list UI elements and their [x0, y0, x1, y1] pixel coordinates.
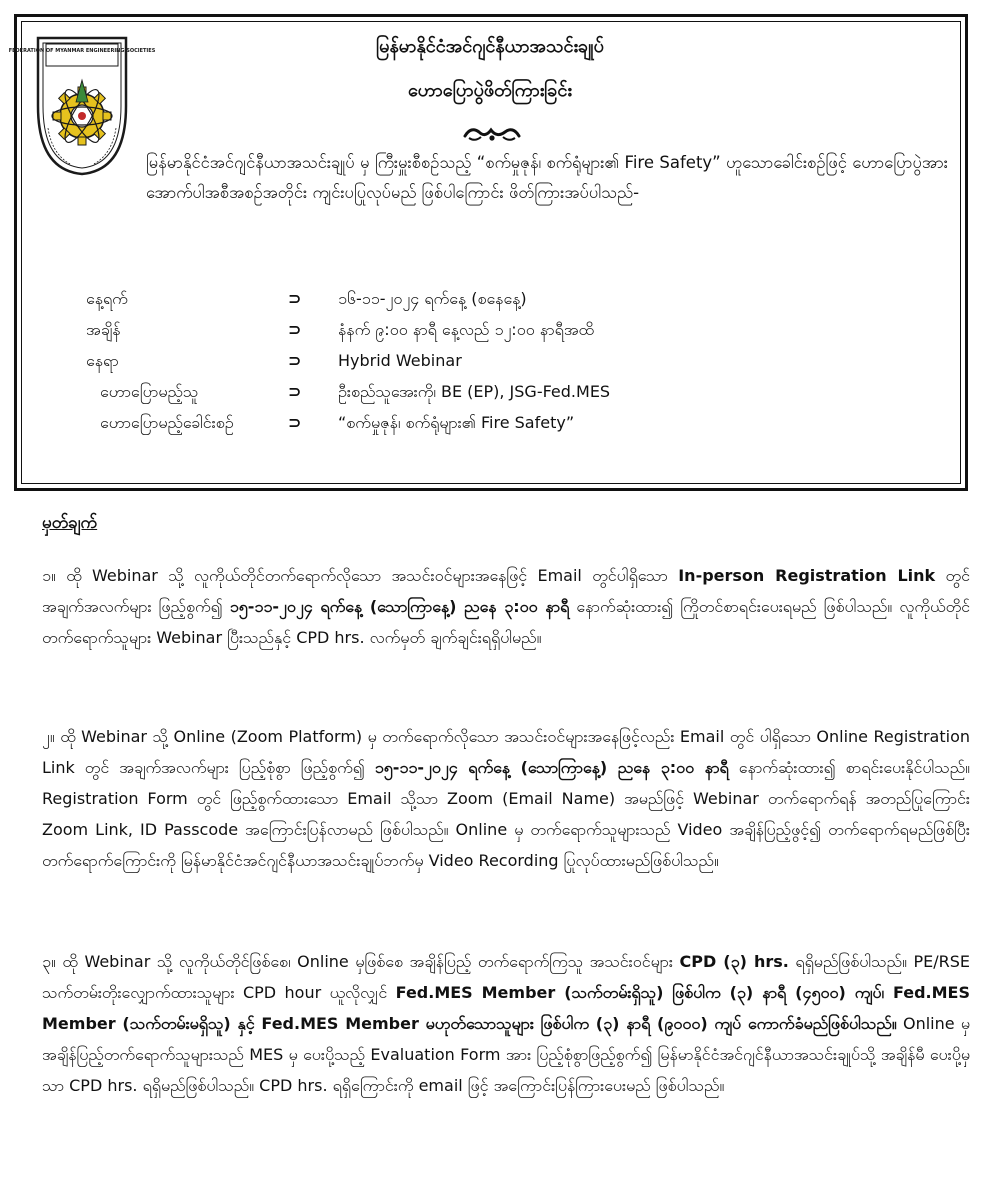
note-text: ရရှိမည်ဖြစ်ပါသည်။ PE/RSE သက်တမ်းတိုးလျှောက်ထားသူများ CPD hour ယူလိုလျှင်	[42, 952, 971, 1002]
note-text: နောက်ဆုံးထား၍ ကြိုတင်စာရင်းပေးရမည် ဖြစ်ပါသည်။ လူကိုယ်တိုင် တက်ရောက်သူများ Webinar ပြီးသည်နှင့် CPD hrs. လက်မှတ် ချက်ချင်းရရှိပါမည်။	[42, 597, 971, 647]
notes-heading: မှတ်ချက်	[42, 513, 98, 533]
event-details	[86, 283, 946, 438]
detail-label: ဟောပြောမည့်သူ	[100, 382, 199, 401]
note-text: ၂။ ထို Webinar သို့ Online (Zoom Platform) မှ တက်ရောက်လိုသော အသင်းဝင်များအနေဖြင့်လည်း Email တွင် ပါရှိသော Online Registration Link တွင် အချက်အလက်များ ပြည့်စုံစွာ ဖြည့်စွက်၍	[42, 727, 971, 777]
detail-row-speaker	[86, 376, 946, 407]
detail-label: ဟောပြောမည့်ခေါင်းစဉ်	[100, 413, 234, 432]
note-text: ၁။ ထို Webinar သို့ လူကိုယ်တိုင်တက်ရောက်လိုသော အသင်းဝင်များအနေဖြင့် Email တွင်ပါရှိသော	[42, 566, 679, 585]
note-paragraph-3	[42, 946, 970, 1101]
detail-label: နေ့ရက်	[86, 289, 128, 308]
note-bold-text: In-person Registration Link	[678, 566, 936, 585]
page-subtitle: ဟောပြောပွဲဖိတ်ကြားခြင်း	[408, 80, 572, 101]
intro-text: မြန်မာနိုင်ငံအင်ဂျင်နီယာအသင်းချုပ် မှ ကြီးမှူးစီစဉ်သည့် “စက်မှုဇုန်၊ စက်ရုံများ၏ Fire Safety” ဟူသောခေါင်းစဉ်ဖြင့် ဟောပြောပွဲအား အောက်ပါအစီအစဉ်အတိုင်း ကျင်းပပြုလုပ်မည် ဖြစ်ပါကြောင်း ဖိတ်ကြားအပ်ပါသည်-	[146, 153, 948, 202]
detail-value: Hybrid Webinar	[338, 351, 462, 370]
detail-label: အချိန်	[86, 320, 121, 339]
note-text: Online မှ အချိန်ပြည့်တက်ရောက်သူများသည် MES မှ ပေးပို့သည့် Evaluation Form အား ပြည့်စုံစွာဖြည့်စွက်၍ မြန်မာနိုင်ငံအင်ဂျင်နီယာအသင်းချုပ်သို့ အချိန်မီ ပေးပို့မှသာ CPD hrs. ရရှိမည်ဖြစ်ပါသည်။ CPD hrs. ရရှိကြောင်းကို email ဖြင့် အကြောင်းပြန်ကြားပေးမည် ဖြစ်ပါသည်။	[42, 1014, 971, 1095]
emblem-ring-text: FEDERATION OF MYANMAR ENGINEERING SOCIETIES	[8, 48, 156, 54]
note-bold-text: Fed.MES Member (သက်တမ်းရှိသူ) ဖြစ်ပါက (၃) နာရီ (၄၅၀၀) ကျပ်၊ Fed.MES Member (သက်တမ်းမရှိသူ) နှင့် Fed.MES Member မဟုတ်သောသူများ ဖြစ်ပါက (၃) နာရီ (၉၀၀၀) ကျပ် ကောက်ခံမည်ဖြစ်ပါသည်။	[42, 983, 971, 1033]
detail-row-venue	[86, 345, 946, 376]
detail-row-time	[86, 314, 946, 345]
note-text: ၃။ ထို Webinar သို့ လူကိုယ်တိုင်ဖြစ်စေ၊ Online မှဖြစ်စေ အချိန်ပြည့် တက်ရောက်ကြသူ အသင်းဝင်များ	[42, 952, 680, 971]
note-text: နောက်ဆုံးထား၍ စာရင်းပေးနိုင်ပါသည်။ Registration Form တွင် ဖြည့်စွက်ထားသော Email သို့သာ Zoom (Email Name) အမည်ဖြင့် Webinar တက်ရောက်ရန် အတည်ပြုကြောင်း Zoom Link, ID Passcode အကြောင်းပြန်လာမည် ဖြစ်ပါသည်။ Online မှ တက်ရောက်သူများသည် Video အချိန်ပြည့်ဖွင့်၍ တက်ရောက်ရမည်ဖြစ်ပြီး တက်ရောက်ကြောင်းကို မြန်မာနိုင်ငံအင်ဂျင်နီယာအသင်းချုပ်ဘက်မှ Video Recording ပြုလုပ်ထားမည်ဖြစ်ပါသည်။	[42, 758, 971, 870]
detail-separator: ⊃	[288, 382, 302, 401]
invitation-intro	[30, 148, 948, 208]
detail-value: နံနက် ၉:၀၀ နာရီ နေ့လည် ၁၂:၀၀ နာရီအထိ	[338, 320, 594, 339]
note-paragraph-2	[42, 721, 970, 876]
note-paragraph-1	[42, 560, 970, 653]
detail-value: ဦးစည်သူအေးကို၊ BE (EP), JSG-Fed.MES	[338, 382, 611, 401]
note-bold-text: ၁၅-၁၁-၂၀၂၄ ရက်နေ့ (သောကြာနေ့) ညနေ ၃:၀၀ နာရီ	[229, 597, 570, 616]
note-bold-text: CPD (၃) hrs.	[679, 952, 789, 971]
detail-value: “စက်မှုဇုန်၊ စက်ရုံများ၏ Fire Safety”	[338, 413, 575, 432]
detail-separator: ⊃	[288, 289, 302, 308]
detail-value: ၁၆-၁၁-၂၀၂၄ ရက်နေ့ (စနေနေ့)	[338, 289, 527, 308]
note-bold-text: ၁၅-၁၁-၂၀၂၄ ရက်နေ့ (သောကြာနေ့) ညနေ ၃:၀၀ နာရီ	[374, 758, 729, 777]
detail-separator: ⊃	[288, 351, 302, 370]
detail-label: နေရာ	[86, 351, 119, 370]
detail-row-topic	[86, 407, 946, 438]
detail-row-date	[86, 283, 946, 314]
note-text: တွင် အချက်အလက်များ ဖြည့်စွက်၍	[42, 566, 970, 616]
page-title: မြန်မာနိုင်ငံအင်ဂျင်နီယာအသင်းချုပ်	[376, 36, 604, 57]
detail-separator: ⊃	[288, 413, 302, 432]
ornament-divider-icon	[461, 124, 523, 144]
detail-separator: ⊃	[288, 320, 302, 339]
